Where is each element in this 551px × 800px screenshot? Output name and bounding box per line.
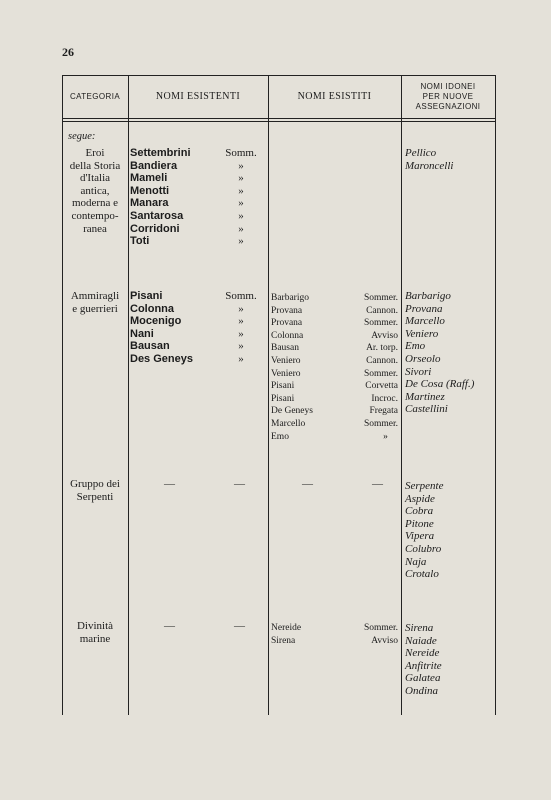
- new-name: Pitone: [405, 517, 434, 530]
- new-names: [405, 290, 497, 416]
- new-name: Nereide: [405, 647, 440, 660]
- new-names: [405, 147, 497, 172]
- type-cell: »: [238, 159, 244, 172]
- column-rule: [128, 75, 129, 715]
- type-cell: »: [238, 302, 244, 315]
- new-names: [405, 622, 497, 698]
- type-cell: »: [238, 315, 244, 328]
- category-line: antica,: [80, 184, 110, 197]
- type-cell: »: [238, 222, 244, 235]
- header-new-line: ASSEGNAZIONI: [415, 101, 481, 111]
- former-name: Veniero: [271, 368, 301, 379]
- former-name: Bausan: [271, 343, 299, 354]
- type-cell: »: [238, 172, 244, 185]
- type-cell: Ar. torp.: [366, 343, 398, 354]
- type-cell: »: [383, 431, 388, 442]
- former-name: De Geneys: [271, 406, 313, 417]
- new-name: Crotalo: [405, 568, 439, 581]
- type-cell: Cannon.: [366, 305, 398, 316]
- type-cell: Somm.: [225, 147, 257, 159]
- header-new: [401, 75, 495, 118]
- existing-name: Toti: [130, 235, 150, 248]
- new-name: Orseolo: [405, 352, 441, 365]
- new-name: Ondina: [405, 684, 438, 697]
- former-names: [271, 622, 353, 647]
- new-name: De Cosa (Raff.): [405, 378, 475, 391]
- former-types: [353, 292, 398, 443]
- new-name: Sirena: [405, 622, 434, 634]
- category-line: della Storia: [69, 159, 121, 172]
- category-cell: [62, 620, 128, 645]
- type-cell: Sommer.: [363, 293, 398, 303]
- new-name: Emo: [405, 340, 426, 353]
- former-name: Nereide: [271, 623, 302, 633]
- header-category: CATEGORIA: [69, 91, 121, 101]
- new-name: Castellini: [405, 403, 448, 416]
- category-line: e guerrieri: [72, 302, 118, 315]
- new-name: Provana: [405, 302, 443, 315]
- empty-dash: —: [234, 478, 245, 490]
- header-former: NOMI ESISTITI: [297, 91, 372, 102]
- segue-label: segue:: [68, 131, 96, 142]
- former-name: Barbarigo: [271, 293, 309, 303]
- empty-dash: —: [234, 620, 245, 632]
- new-names: [405, 480, 497, 581]
- empty-dash: —: [372, 478, 383, 490]
- empty-dash: —: [164, 620, 175, 632]
- new-name: Cobra: [405, 505, 434, 518]
- former-name: Sirena: [271, 635, 296, 646]
- existing-types: [218, 290, 264, 366]
- category-line: Ammiragli: [70, 290, 120, 302]
- category-line: Gruppo dei: [70, 478, 120, 490]
- category-line: d'Italia: [79, 172, 111, 185]
- category-line: Divinità: [76, 620, 114, 632]
- former-name: Provana: [271, 305, 303, 316]
- existing-name: Mameli: [130, 172, 168, 185]
- former-name: Veniero: [271, 355, 301, 366]
- new-name: Sivori: [405, 365, 432, 378]
- new-name: Marcello: [405, 315, 445, 328]
- existing-name: Settembrini: [130, 147, 191, 159]
- existing-types: [218, 147, 264, 248]
- category-line: contempo-: [71, 209, 119, 222]
- former-name: Emo: [271, 431, 289, 442]
- new-name: Naiade: [405, 634, 437, 647]
- existing-names: [130, 290, 216, 366]
- names-table: [62, 75, 496, 715]
- new-name: Martinez: [405, 390, 445, 403]
- former-name: Provana: [271, 318, 303, 329]
- new-name: Barbarigo: [405, 290, 451, 302]
- type-cell: »: [238, 197, 244, 210]
- category-line: ranea: [83, 222, 107, 235]
- new-name: Maroncelli: [405, 159, 454, 172]
- empty-dash: —: [164, 478, 175, 490]
- type-cell: Corvetta: [365, 381, 398, 392]
- existing-name: Menotti: [130, 184, 170, 197]
- page-number: 26: [62, 45, 74, 59]
- type-cell: »: [238, 209, 244, 222]
- former-names: [271, 292, 353, 443]
- category-cell: [62, 290, 128, 315]
- existing-name: Bandiera: [130, 159, 178, 172]
- existing-name: Corridoni: [130, 222, 180, 235]
- category-line: marine: [79, 632, 111, 645]
- existing-name: Pisani: [130, 290, 163, 302]
- existing-names: [130, 147, 216, 248]
- type-cell: Fregata: [369, 406, 398, 417]
- existing-name: Manara: [130, 197, 169, 210]
- new-name: Anfitrite: [405, 659, 442, 672]
- new-name: Veniero: [405, 327, 439, 340]
- existing-name: Nani: [130, 327, 154, 340]
- type-cell: Incroc.: [371, 393, 398, 404]
- empty-dash: —: [302, 478, 313, 490]
- former-name: Marcello: [271, 418, 306, 429]
- category-cell: [62, 478, 128, 503]
- category-line: Serpenti: [76, 490, 114, 503]
- type-cell: Sommer.: [363, 623, 398, 633]
- header-new-line: PER NUOVE: [422, 91, 474, 101]
- existing-name: Santarosa: [130, 209, 184, 222]
- new-name: Aspide: [405, 492, 435, 505]
- new-name: Serpente: [405, 480, 444, 492]
- new-name: Pellico: [405, 147, 437, 159]
- type-cell: »: [238, 340, 244, 353]
- new-name: Galatea: [405, 672, 441, 685]
- new-name: Naja: [405, 555, 427, 568]
- type-cell: Avviso: [371, 330, 398, 341]
- type-cell: »: [238, 352, 244, 365]
- header-new-line: NOMI IDONEI: [420, 81, 476, 91]
- column-rule: [401, 75, 402, 715]
- type-cell: Sommer.: [363, 418, 398, 429]
- existing-name: Bausan: [130, 340, 170, 353]
- type-cell: Sommer.: [363, 368, 398, 379]
- new-name: Colubro: [405, 542, 442, 555]
- type-cell: Cannon.: [366, 355, 398, 366]
- type-cell: »: [238, 184, 244, 197]
- existing-name: Mocenigo: [130, 315, 182, 328]
- former-types: [353, 622, 398, 647]
- type-cell: »: [238, 327, 244, 340]
- category-line: Eroi: [85, 147, 105, 159]
- new-name: Vipera: [405, 530, 435, 543]
- category-cell: [62, 147, 128, 235]
- type-cell: »: [238, 235, 244, 248]
- column-rule: [268, 75, 269, 715]
- header-existing: NOMI ESISTENTI: [155, 91, 241, 102]
- category-line: moderna e: [71, 197, 119, 210]
- existing-name: Colonna: [130, 302, 174, 315]
- existing-name: Des Geneys: [130, 352, 193, 365]
- type-cell: Sommer.: [363, 318, 398, 329]
- former-name: Colonna: [271, 330, 304, 341]
- former-name: Pisani: [271, 393, 295, 404]
- type-cell: Somm.: [225, 290, 257, 302]
- type-cell: Avviso: [371, 635, 398, 646]
- former-name: Pisani: [271, 381, 295, 392]
